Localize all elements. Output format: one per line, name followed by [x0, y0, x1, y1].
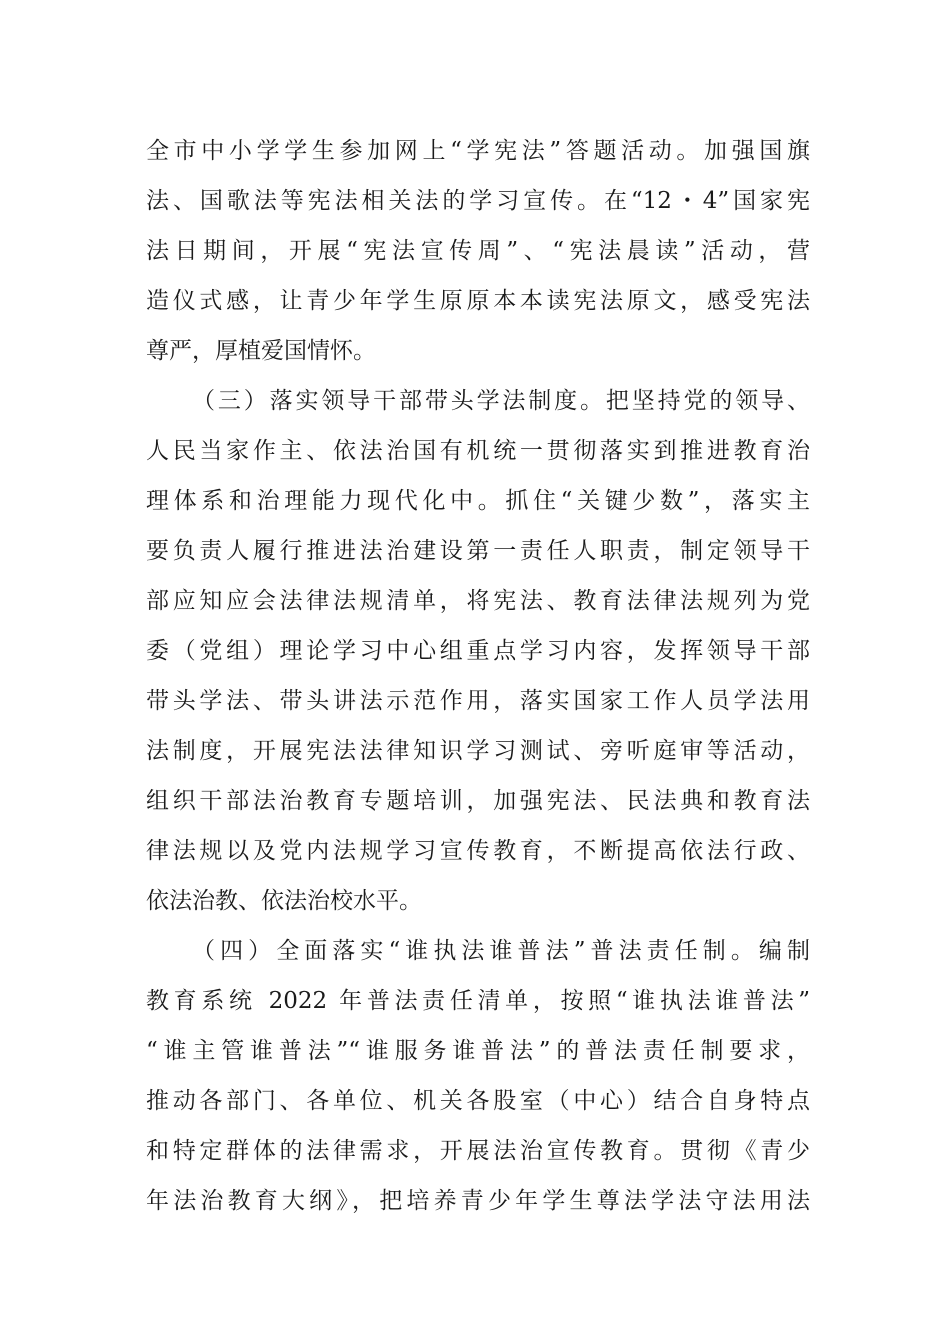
text-line: 和特定群体的法律需求，开展法治宣传教育。贯彻《青少 — [146, 1138, 810, 1164]
text-line: 组织干部法治教育专题培训，加强宪法、民法典和教育法 — [146, 788, 810, 814]
text-line: 法、国歌法等宪法相关法的学习宣传。在“12・4”国家宪 — [146, 188, 810, 214]
text-line: 依法治教、依法治校水平。 — [146, 888, 422, 914]
text-line: 法日期间，开展“宪法宣传周”、“宪法晨读”活动，营 — [146, 238, 810, 264]
text-line: 理体系和治理能力现代化中。抓住“关键少数”，落实主 — [146, 488, 810, 514]
paragraph-responsibility-system — [146, 926, 810, 1226]
text-line: 要负责人履行推进法治建设第一责任人职责，制定领导干 — [146, 538, 810, 564]
text-line: 部应知应会法律法规清单，将宪法、教育法律法规列为党 — [146, 588, 810, 614]
body-text — [146, 126, 810, 1226]
text-line: 年法治教育大纲》，把培养青少年学生尊法学法守法用法 — [146, 1188, 810, 1214]
text-line: 带头学法、带头讲法示范作用，落实国家工作人员学法用 — [146, 688, 810, 714]
text-line: 推动各部门、各单位、机关各股室（中心）结合自身特点 — [146, 1088, 810, 1114]
text-line: “谁主管谁普法”“谁服务谁普法”的普法责任制要求， — [146, 1038, 810, 1064]
text-line: 教育系统 2022 年普法责任清单，按照“谁执法谁普法” — [146, 988, 810, 1014]
paragraph-leadership-study — [146, 376, 810, 926]
section-heading-line: （四）全面落实“谁执法谁普法”普法责任制。编制 — [192, 938, 810, 964]
paragraph-constitution-education — [146, 126, 810, 376]
text-line: 尊严，厚植爱国情怀。 — [146, 338, 376, 364]
section-heading-line: （三）落实领导干部带头学法制度。把坚持党的领导、 — [192, 388, 810, 414]
text-line: 全市中小学学生参加网上“学宪法”答题活动。加强国旗 — [146, 138, 810, 164]
text-line: 律法规以及党内法规学习宣传教育，不断提高依法行政、 — [146, 838, 810, 864]
text-line: 委（党组）理论学习中心组重点学习内容，发挥领导干部 — [146, 638, 810, 664]
text-line: 造仪式感，让青少年学生原原本本读宪法原文，感受宪法 — [146, 288, 810, 314]
text-line: 法制度，开展宪法法律知识学习测试、旁听庭审等活动， — [146, 738, 810, 764]
text-line: 人民当家作主、依法治国有机统一贯彻落实到推进教育治 — [146, 438, 810, 464]
